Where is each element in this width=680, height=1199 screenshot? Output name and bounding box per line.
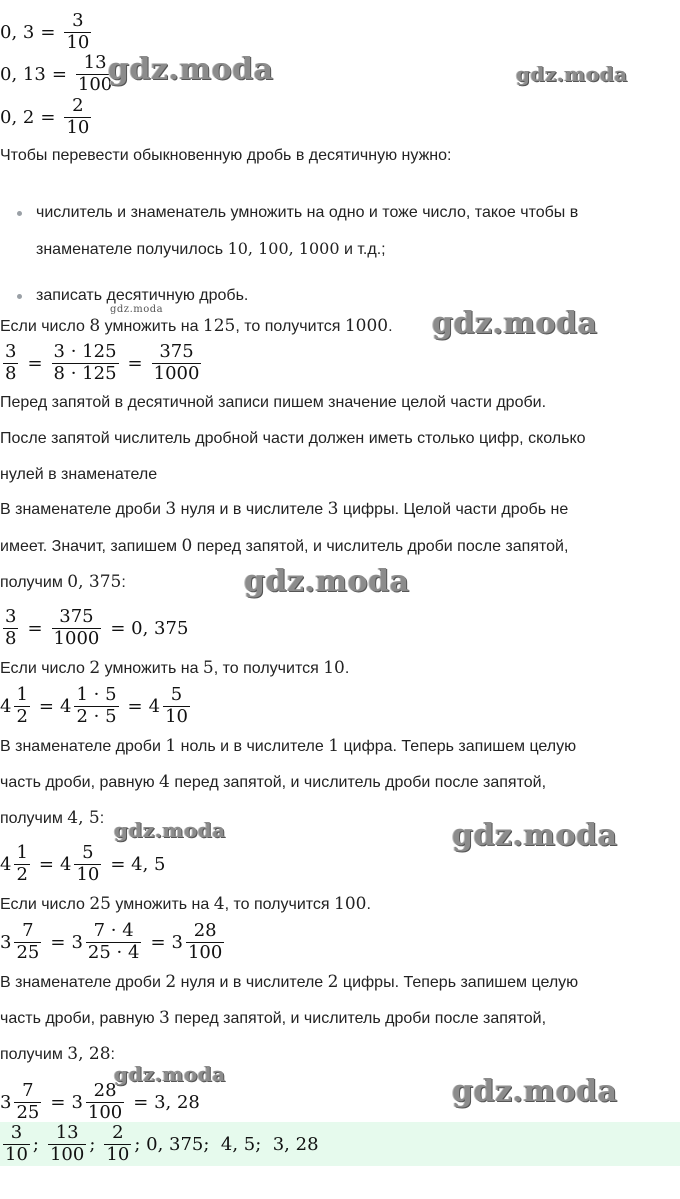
equals-sign: = (51, 63, 67, 85)
fraction (3, 1121, 30, 1165)
paragraph-line (0, 772, 546, 793)
denominator: 100 (49, 1143, 85, 1165)
fraction (52, 340, 119, 384)
text: нуля и в числителе (176, 501, 328, 518)
separator: ; (89, 1133, 96, 1155)
watermark: gdz.moda (108, 52, 274, 87)
numerator: 7 · 4 (93, 919, 134, 941)
numerator: 5 (170, 683, 183, 705)
equals-sign: = (127, 695, 143, 717)
text: В знаменателе дроби (0, 738, 166, 755)
denominator: 10 (66, 31, 90, 53)
text: часть дроби, равную (0, 774, 160, 791)
denominator: 10 (66, 116, 90, 138)
text: получим (0, 810, 68, 827)
text: цифра. Теперь запишем целую (339, 738, 577, 755)
conversion-line (0, 94, 94, 138)
text: : (99, 810, 105, 827)
fraction (186, 919, 224, 963)
paragraph-line (0, 1008, 546, 1029)
numerator: 1 · 5 (76, 683, 117, 705)
whole-part: 4 (0, 853, 12, 875)
equation-line (0, 919, 227, 963)
equals-sign: = (40, 21, 56, 43)
separator: ; (32, 1133, 39, 1155)
fraction (163, 683, 190, 727)
result: = 0, 375 (110, 617, 189, 639)
equals-sign: = (27, 352, 43, 374)
denominator: 100 (187, 941, 223, 963)
numerator: 1 (16, 841, 28, 863)
whole-part: 3 (71, 931, 83, 953)
text: . (388, 318, 393, 335)
fraction (52, 605, 102, 649)
denominator: 10 (5, 1143, 28, 1165)
result: = 3, 28 (133, 1091, 200, 1113)
watermark: gdz.moda (114, 1062, 226, 1086)
math-inline: 0, 375 (67, 572, 122, 592)
denominator: 25 (16, 941, 40, 963)
denominator: 100 (77, 73, 113, 95)
rule-line (0, 894, 371, 915)
numerator: 3 · 125 (53, 340, 117, 362)
steps-list (0, 195, 578, 314)
text: В знаменателе дроби (0, 501, 166, 518)
text: , то получится (235, 318, 345, 335)
equation-line (0, 340, 204, 384)
denominator: 8 (5, 362, 17, 384)
equals-sign: = (127, 352, 143, 374)
denominator: 100 (87, 1101, 123, 1123)
list-item (0, 231, 578, 268)
text: перед запятой, и числитель дроби после запятой, (169, 1010, 547, 1027)
equals-sign: = (50, 1091, 66, 1113)
equals-sign: = (40, 106, 56, 128)
decimal-value: 0, 13 (0, 63, 46, 85)
watermark: gdz.moda (114, 818, 226, 842)
math-inline: 3, 28 (67, 1044, 111, 1064)
text: . (344, 660, 350, 677)
list-item (0, 195, 578, 231)
numerator: 375 (59, 605, 94, 627)
watermark: gdz.moda (516, 62, 628, 86)
denominator: 2 · 5 (76, 705, 117, 727)
numerator: 28 (93, 1079, 117, 1101)
math-inline: 25 (89, 894, 111, 914)
numerator: 375 (159, 340, 194, 362)
fraction (74, 841, 101, 885)
denominator: 8 · 125 (53, 362, 117, 384)
text: Если число (0, 660, 90, 677)
list-item-text: и т.д.; (339, 241, 386, 258)
paragraph-line (0, 1044, 115, 1065)
equation-line (0, 683, 193, 727)
denominator: 8 (5, 627, 17, 649)
whole-part: 4 (60, 695, 72, 717)
fraction (3, 605, 18, 649)
text: умножить на (110, 896, 214, 913)
text: : (121, 574, 126, 591)
text: цифры. Целой части дробь не (338, 501, 569, 518)
whole-part: 3 (0, 931, 12, 953)
paragraph-line: Перед запятой в десятичной записи пишем значение целой части дроби. (0, 394, 547, 411)
list-item-text: числитель и знаменатель умножить на одно и тоже число, такое чтобы в (36, 204, 579, 221)
numerator: 28 (193, 919, 217, 941)
answer-values: ; 0, 375; 4, 5; 3, 28 (134, 1133, 319, 1155)
numerator: 13 (55, 1121, 79, 1143)
rule-line (0, 658, 349, 679)
watermark: gdz.moda (452, 818, 618, 853)
math-inline: 10 (323, 658, 345, 678)
denominator: 10 (76, 863, 100, 885)
text: получим (0, 1046, 68, 1063)
paragraph-line (0, 536, 568, 557)
denominator: 25 (16, 1101, 40, 1123)
watermark: gdz.moda (432, 306, 598, 341)
whole-part: 3 (0, 1091, 12, 1113)
whole-part: 4 (0, 695, 12, 717)
text: цифры. Теперь запишем целую (338, 974, 579, 991)
fraction (74, 683, 118, 727)
whole-part: 3 (71, 1091, 83, 1113)
equals-sign: = (50, 931, 66, 953)
math-inline: 100 (334, 894, 367, 914)
text: , то получится (213, 660, 324, 677)
equals-sign: = (150, 931, 166, 953)
numerator: 3 (5, 605, 17, 627)
denominator: 25 · 4 (87, 941, 140, 963)
text: умножить на (100, 318, 203, 335)
math-inline: 4, 5 (67, 808, 100, 828)
text: имеет. Значит, запишем (0, 538, 182, 555)
denominator: 1000 (53, 627, 100, 649)
math-inline: 3 (159, 1008, 170, 1028)
text: Если число (0, 896, 90, 913)
denominator: 2 (16, 705, 28, 727)
bullet-icon (17, 211, 22, 216)
math-inline: 4 (213, 894, 225, 914)
fraction (14, 683, 29, 727)
text: перед запятой, и числитель дроби после запятой, (169, 774, 547, 791)
numerator: 3 (10, 1121, 23, 1143)
fraction (152, 340, 202, 384)
fraction (14, 919, 41, 963)
list-item-text: знаменателе получилось (36, 241, 228, 258)
math-inline: 1 (165, 736, 177, 756)
list-item-text: записать десятичную дробь. (36, 287, 249, 304)
math-inline: 5 (202, 658, 214, 678)
decimal-value: 0, 3 (0, 21, 35, 43)
math-inline: 1 (328, 736, 340, 756)
equation-line (0, 605, 189, 649)
numerator: 7 (22, 1079, 34, 1101)
paragraph-line: нулей в знаменателе (0, 466, 158, 483)
equals-sign: = (27, 617, 43, 639)
text: Если число (0, 318, 90, 335)
text: перед запятой, и числитель дроби после запятой, (192, 538, 569, 555)
rule-line (0, 316, 393, 337)
text: В знаменателе дроби (0, 974, 166, 991)
conversion-line (0, 9, 94, 53)
math-inline: 2 (89, 658, 101, 678)
fraction (86, 1079, 124, 1123)
numerator: 2 (72, 94, 84, 116)
text: ноль и в числителе (176, 738, 329, 755)
math-inline: 1000 (344, 316, 389, 336)
fraction (64, 94, 91, 138)
intro-text: Чтобы перевести обыкновенную дробь в десятичную нужно: (0, 147, 452, 164)
paragraph-line (0, 808, 104, 829)
conversion-line (0, 51, 117, 95)
whole-part: 3 (171, 931, 183, 953)
numerator: 3 (72, 9, 84, 31)
whole-part: 4 (148, 695, 161, 717)
bullet-icon (17, 294, 22, 299)
text: получим (0, 574, 68, 591)
numerator: 3 (5, 340, 17, 362)
numerator: 5 (82, 841, 94, 863)
numerator: 1 (16, 683, 28, 705)
fraction (14, 1079, 41, 1123)
text: часть дроби, равную (0, 1010, 160, 1027)
math-inline: 0 (181, 536, 193, 556)
decimal-value: 0, 2 (0, 106, 35, 128)
denominator: 10 (165, 705, 188, 727)
text: : (110, 1046, 115, 1063)
whole-part: 4 (60, 853, 72, 875)
watermark: gdz.moda (452, 1074, 618, 1109)
text: нуля и в числителе (176, 974, 328, 991)
math-inline: 125 (202, 316, 236, 336)
paragraph-line (0, 972, 578, 993)
math-inline: 3 (327, 499, 339, 519)
math-inline: 2 (327, 972, 339, 992)
result: = 4, 5 (110, 853, 166, 875)
equals-sign: = (38, 853, 54, 875)
fraction (86, 919, 142, 963)
fraction (64, 9, 91, 53)
fraction (48, 1121, 86, 1165)
paragraph-line (0, 736, 576, 757)
fraction (14, 841, 29, 885)
text: . (366, 896, 371, 913)
text: , то получится (224, 896, 335, 913)
paragraph-line: После запятой числитель дробной части должен иметь столько цифр, сколько (0, 430, 586, 447)
numerator: 2 (112, 1121, 124, 1143)
numerator: 13 (83, 51, 107, 73)
text: умножить на (100, 660, 203, 677)
equation-line (0, 841, 166, 885)
fraction (104, 1121, 131, 1165)
denominator: 2 (16, 863, 28, 885)
equation-line (0, 1079, 200, 1123)
math-inline: 2 (165, 972, 177, 992)
answer-box (0, 1122, 680, 1166)
math-inline: 4 (159, 772, 170, 792)
math-inline: 3 (165, 499, 177, 519)
watermark: gdz.moda (110, 304, 164, 315)
denominator: 1000 (153, 362, 200, 384)
fraction (3, 340, 18, 384)
denominator: 10 (106, 1143, 130, 1165)
paragraph-line (0, 499, 568, 520)
math-inline: 10, 100, 1000 (227, 239, 340, 258)
numerator: 7 (22, 919, 34, 941)
watermark: gdz.moda (244, 564, 410, 599)
math-inline: 8 (89, 316, 101, 336)
equals-sign: = (38, 695, 54, 717)
paragraph-line (0, 572, 126, 593)
